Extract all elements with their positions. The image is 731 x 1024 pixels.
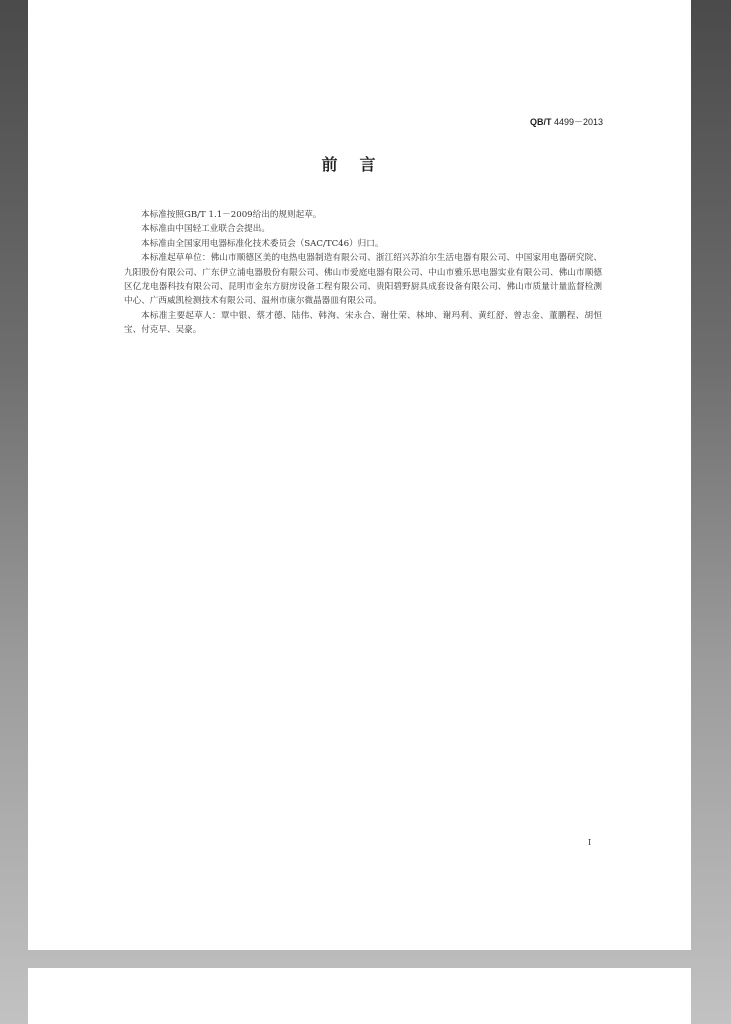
foreword-body bbox=[124, 208, 602, 338]
page-number: I bbox=[588, 838, 592, 847]
standard-code bbox=[530, 115, 603, 128]
standard-code-number: 4499－2013 bbox=[553, 117, 603, 127]
paragraph-proposer: 本标准由中国轻工业联合会提出。 bbox=[141, 224, 270, 235]
document-page bbox=[28, 0, 691, 950]
paragraph-drafters: 本标准主要起草人：覃中银、蔡才德、陆伟、韩洵、宋永合、谢仕荣、林坤、谢玛利、黄红舒、曾志金、董鹏程、胡恒宝、付克早、吴豪。 bbox=[124, 310, 602, 336]
next-document-page bbox=[28, 968, 691, 1024]
paragraph-drafting-rules: 本标准按照GB/T 1.1－2009给出的规则起草。 bbox=[141, 210, 322, 220]
standard-code-prefix: QB/T bbox=[529, 117, 552, 127]
page-title: 前言 bbox=[321, 155, 398, 174]
paragraph-drafting-units: 本标准起草单位：佛山市顺德区美的电热电器制造有限公司、浙江绍兴苏泊尔生活电器有限公司、中国家用电器研究院、九阳股份有限公司、广东伊立浦电器股份有限公司、佛山市爱庭电器有限公司、中山市雅乐思电器实业有限公司、佛山市顺德区亿龙电器科技有限公司、昆明市金东方厨房设备工程有限公司、贵阳碧野厨具成套设备有限公司、佛山市质量计量监督检测中心、广西威凯检测技术有限公司、温州市康尔微晶器皿有限公司。 bbox=[124, 253, 602, 307]
paragraph-committee: 本标准由全国家用电器标准化技术委员会（SAC/TC46）归口。 bbox=[141, 238, 384, 249]
